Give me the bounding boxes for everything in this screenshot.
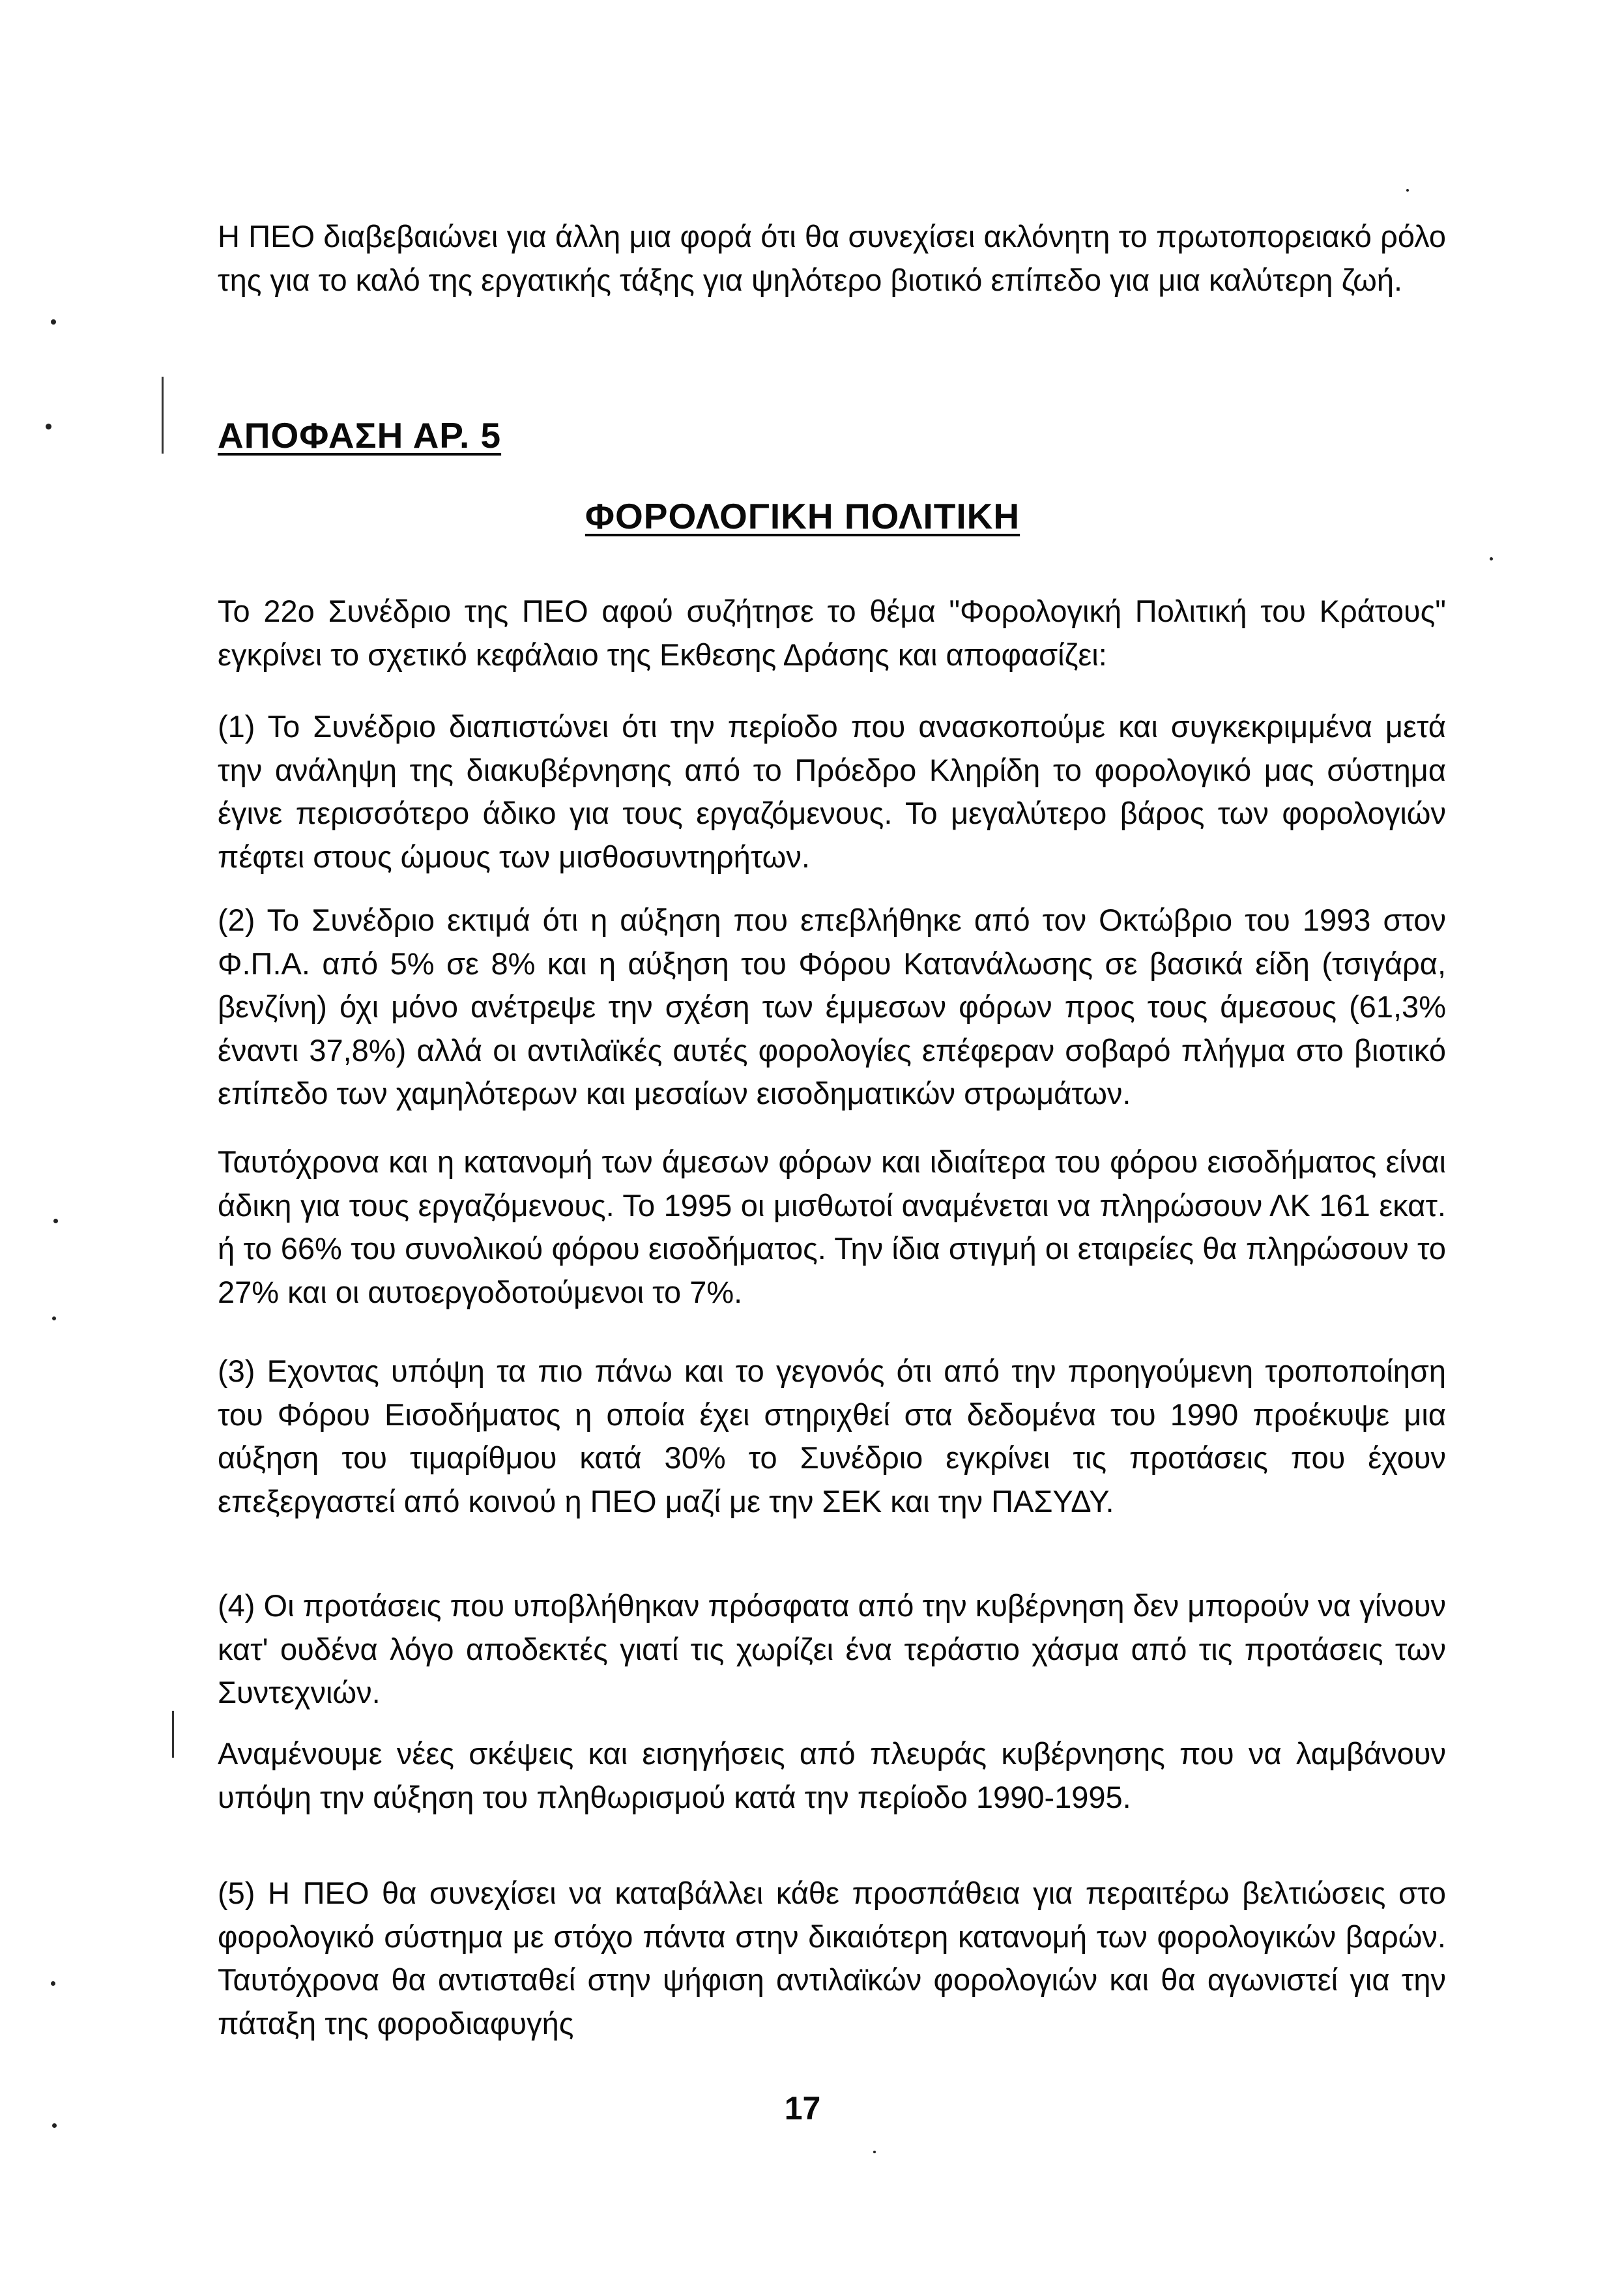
paragraph-4-continued: Αναμένουμε νέες σκέψεις και εισηγήσεις από πλευράς κυβέρνησης που να λαμβάνουν υπόψη την αύξηση του πληθωρισμού κατά την περίοδο 1990-1995.	[218, 1736, 1446, 1814]
scan-speck	[51, 319, 56, 325]
scan-speck	[46, 424, 51, 429]
intro-paragraph: Η ΠΕΟ διαβεβαιώνει για άλλη μια φορά ότι θα συνεχίσει ακλόνητη το πρωτοπορειακό ρόλο της για το καλό της εργατικής τάξης για ψηλότερο βιοτικό επίπεδο για μια καλύτερη ζωή.	[218, 219, 1446, 297]
paragraph-2: (2) Το Συνέδριο εκτιμά ότι η αύξηση που επεβλήθηκε από τον Οκτώβριο του 1993 στον Φ.Π.Α. από 5% σε 8% και η αύξηση του Φόρου Κατανάλωσης σε βασικά είδη (τσιγάρα, βενζίνη) όχι μόνο ανέτρεψε την σχέση των έμμεσων φόρων προς τους άμεσους (61,3% έναντι 37,8%) αλλά οι αντιλαϊκές αυτές φορολογίες επέφεραν σοβαρό πλήγμα στο βιοτικό επίπεδο των χαμηλότερων και μεσαίων εισοδηματικών στρωμάτων.	[218, 903, 1446, 1111]
paragraph-5: (5) Η ΠΕΟ θα συνεχίσει να καταβάλλει κάθε προσπάθεια για περαιτέρω βελτιώσεις στο φορολογικό σύστημα με στόχο πάντα στην δικαιότερη κατανομή των φορολογικών βαρών. Ταυτόχρονα θα αντισταθεί στην ψήφιση αντιλαϊκών φορολογιών και θα αγωνιστεί για την πάταξη της φοροδιαφυγής	[218, 1876, 1446, 2041]
paragraph-1: (1) Το Συνέδριο διαπιστώνει ότι την περίοδο που ανασκοπούμε και συγκεκριμμένα μετά την ανάληψη της διακυβέρνησης από το Πρόεδρο Κληρίδη το φορολογικό μας σύστημα έγινε περισσότερο άδικο για τους εργαζόμενους. Το μεγαλύτερο βάρος των φορολογιών πέφτει στους ώμους των μισθοσυντηρήτων.	[218, 709, 1446, 874]
page-number: 17	[784, 2090, 821, 2127]
paragraph-3: (3) Εχοντας υπόψη τα πιο πάνω και το γεγονός ότι από την προηγούμενη τροποποίηση του Φόρου Εισοδήματος η οποία έχει στηριχθεί στα δεδομένα του 1990 προέκυψε μια αύξηση του τιμαρίθμου κατά 30% το Συνέδριο εγκρίνει τις προτάσεις που έχουν επεξεργαστεί από κοινού η ΠΕΟ μαζί με την ΣΕΚ και την ΠΑΣΥΔΥ.	[218, 1354, 1446, 1519]
decision-heading: ΑΠΟΦΑΣΗ ΑΡ. 5	[218, 415, 502, 456]
binder-mark	[172, 1711, 174, 1758]
scan-speck	[53, 1219, 58, 1223]
section-heading: ΦΟΡΟΛΟΓΙΚΗ ΠΟΛΙΤΙΚΗ	[585, 496, 1020, 536]
scan-speck	[1490, 557, 1493, 560]
scan-speck	[51, 1981, 55, 1986]
scan-speck	[1406, 189, 1409, 192]
scan-speck	[873, 2151, 876, 2153]
binder-mark	[162, 377, 164, 454]
paragraph-2-continued: Ταυτόχρονα και η κατανομή των άμεσων φόρων και ιδιαίτερα του φόρου εισοδήματος είναι άδικη για τους εργαζόμενους. Το 1995 οι μισθωτοί αναμένεται να πληρώσουν ΛΚ 161 εκατ. ή το 66% του συνολικού φόρου εισοδήματος. Την ίδια στιγμή οι εταιρείες θα πληρώσουν το 27% και οι αυτοεργοδοτούμενοι το 7%.	[218, 1144, 1446, 1309]
scan-speck	[52, 2123, 57, 2128]
paragraph-4: (4) Οι προτάσεις που υποβλήθηκαν πρόσφατα από την κυβέρνηση δεν μπορούν να γίνουν κατ' ουδένα λόγο αποδεκτές γιατί τις χωρίζει ένα τεράστιο χάσμα από τις προτάσεις των Συντεχνιών.	[218, 1588, 1446, 1709]
scan-speck	[52, 1316, 56, 1320]
paragraph-intro: Το 22ο Συνέδριο της ΠΕΟ αφού συζήτησε το θέμα "Φορολογική Πολιτική του Κράτους" εγκρίνει το σχετικό κεφάλαιο της Εκθεσης Δράσης και αποφασίζει:	[218, 594, 1446, 672]
